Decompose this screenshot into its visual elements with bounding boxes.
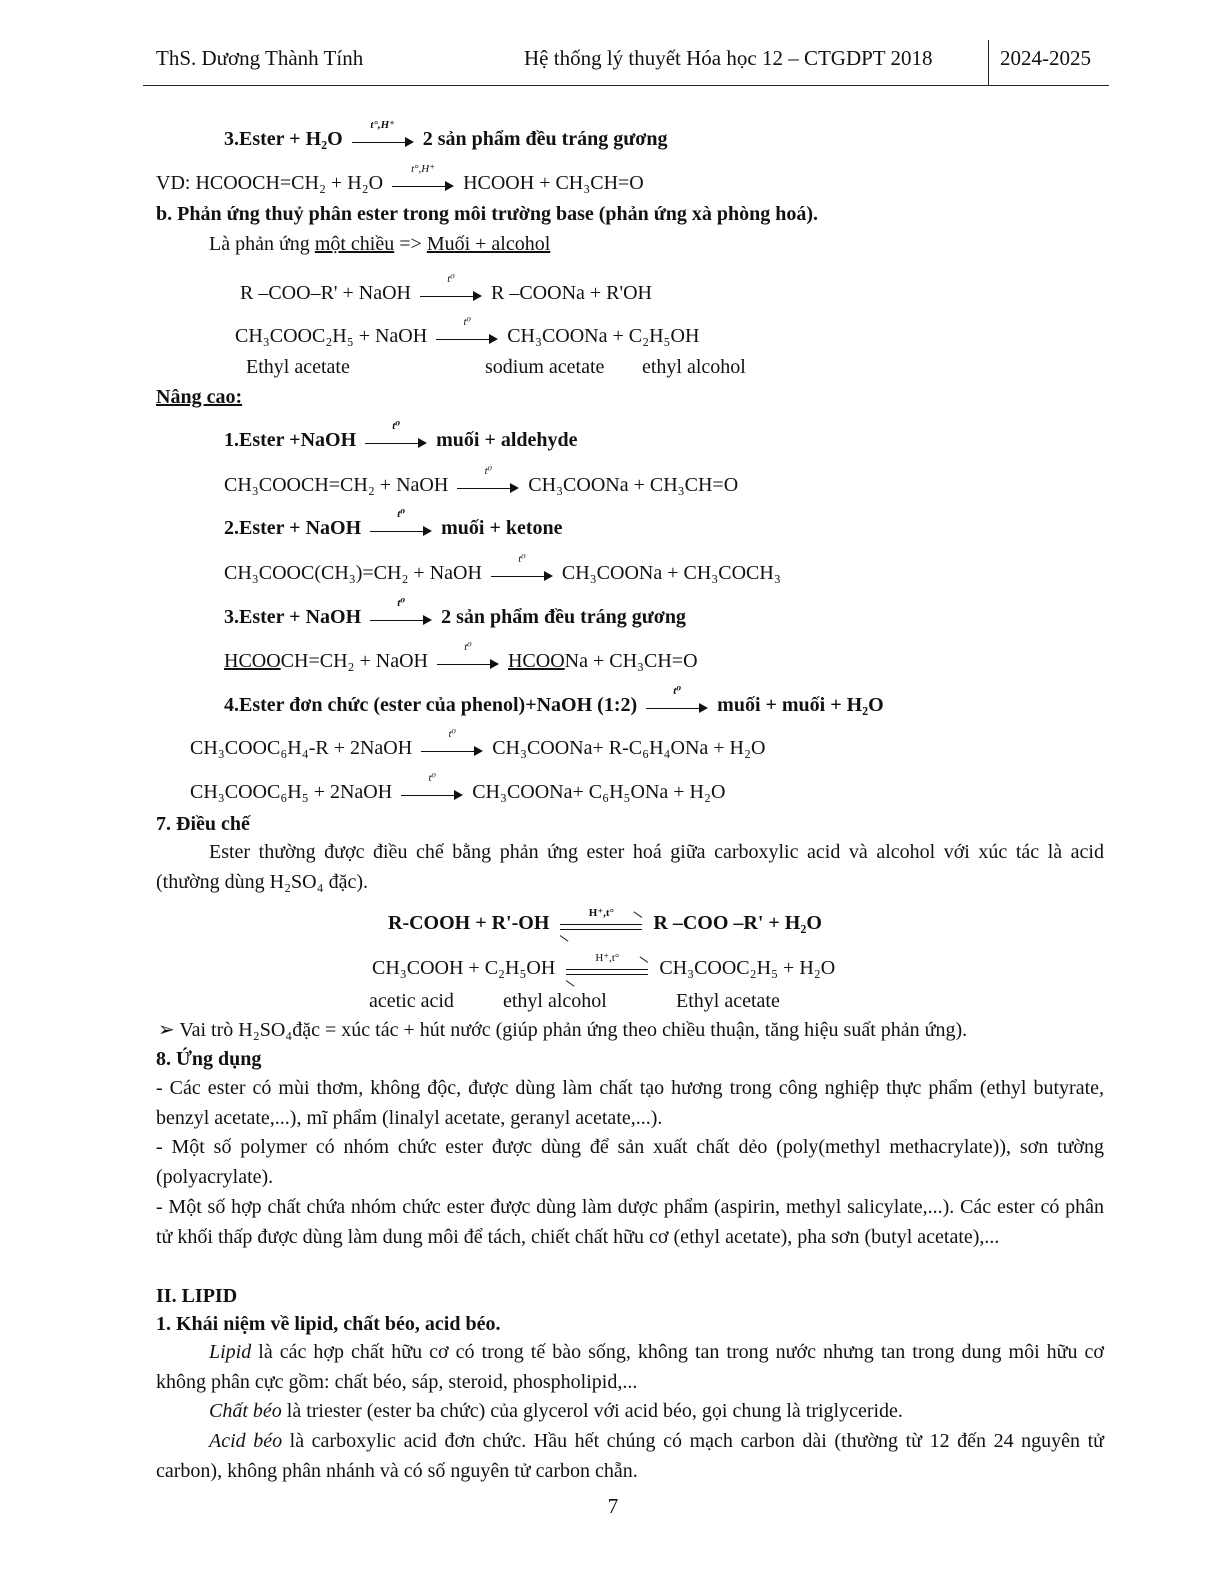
lipid-definition: Lipid là các hợp chất hữu cơ có trong tế bào sống, không tan trong nước nhưng tan trong dung môi hữu cơ không phân cực gồm: chất béo, sáp, steroid, phospholipid,... [156,1341,1104,1393]
reaction-arrow: t⁰ [370,607,432,629]
reaction-heading-aldehyde: 1.Ester +NaOH t⁰ muối + aldehyde [224,420,578,451]
label-sodium-acetate: sodium acetate [485,356,605,378]
reaction-heading-ketone: 2.Ester + NaOH t⁰ muối + ketone [224,508,563,539]
reaction-arrow: t⁰ [420,283,482,305]
reaction-arrow: t⁰ [491,563,553,585]
label-ethyl-acetate-2: Ethyl acetate [676,990,780,1012]
phenyl-acetate-equation: CH₃COOC₆H₅ + 2NaOH t⁰ CH₃COONa+ C₆H₅ONa + H₂O [190,772,726,803]
phenyl-ester-equation-r: CH₃COOC₆H₄-R + 2NaOH t⁰ CH₃COONa+ R-C₆H₄ONa + H₂O [190,728,766,759]
section-heading-applications: 8. Ứng dụng [156,1048,262,1070]
vinyl-acetate-equation: CH₃COOCH=CH₂ + NaOH t⁰ CH₃COONa + CH₃CH=O [224,465,739,496]
esterification-example: CH₃COOH + C₂H₅OH H⁺,t° CH₃COOC₂H₅ + H₂O [372,955,835,981]
reaction-heading-silver-mirror: 3.Ester + NaOH t⁰ 2 sản phẩm đều tráng gương [224,597,686,628]
reaction-arrow: t⁰ [457,475,519,497]
sulfuric-acid-role: ➢ Vai trò H₂SO₄đặc = xúc tác + hút nước (giúp phản ứng theo chiều thuận, tăng hiệu suất phản ứng). [158,1019,968,1041]
reaction-arrow: t⁰ [646,695,708,717]
advanced-heading: Nâng cao: [156,386,243,408]
reaction-arrow: t°,H⁺ [392,173,454,195]
example-equation: VD: HCOOCH=CH₂ + H₂O t°,H⁺ HCOOH + CH₃CH=O [156,163,644,194]
isopropenyl-acetate-equation: CH₃COOC(CH₃)=CH₂ + NaOH t⁰ CH₃COONa + CH₃COCH₃ [224,553,781,584]
header-year: 2024-2025 [1000,46,1091,70]
reaction-heading-phenol-ester: 4.Ester đơn chức (ester của phenol)+NaOH (1:2) t⁰ muối + muối + H₂O [224,685,884,716]
equilibrium-arrow: H⁺,t° [566,958,648,980]
label-acetic-acid: acetic acid [369,990,454,1012]
esterification-general: R-COOH + R'-OH H⁺,t° R –COO –R' + H₂O [388,910,822,936]
section-heading-lipid: II. LIPID [156,1285,238,1307]
ethyl-acetate-saponification: CH₃COOC₂H₅ + NaOH t⁰ CH₃COONa + C₂H₅OH [235,316,700,347]
reaction-arrow: t⁰ [437,651,499,673]
vinyl-formate-equation: HCOOCH=CH₂ + NaOH t⁰ HCOONa + CH₃CH=O [224,641,698,672]
header-title: Hệ thống lý thuyết Hóa học 12 – CTGDPT 2018 [524,46,933,70]
general-saponification: R –COO–R' + NaOH t⁰ R –COONa + R'OH [240,273,652,304]
label-ethyl-alcohol: ethyl alcohol [642,356,746,378]
label-ethyl-alcohol-2: ethyl alcohol [503,990,607,1012]
application-paragraph-1: - Các ester có mùi thơm, không độc, được dùng làm chất tạo hương trong công nghiệp thực phẩm (ethyl butyrate, benzyl acetate,...), mĩ phẩm (linalyl acetate, geranyl acetate,...). [156,1077,1104,1129]
section-heading-b: b. Phản ứng thuỷ phân ester trong môi trường base (phản ứng xà phòng hoá). [156,203,819,225]
header-divider [988,40,989,86]
reaction-arrow: t⁰ [365,430,427,452]
reaction-arrow: t⁰ [421,738,483,760]
reaction-heading-1: 3.Ester + H₂O t°,H⁺ 2 sản phẩm đều tráng gương [224,119,668,150]
page-number: 7 [607,1494,619,1518]
header-author: ThS. Dương Thành Tính [156,46,364,70]
application-paragraph-3: - Một số hợp chất chứa nhóm chức ester được dùng làm dược phẩm (aspirin, methyl salicylate,...). Các ester có phân tử khối thấp được dùng làm dung môi để tách, chiết chất hữu cơ (ethyl acetate), pha sơn (butyl acetate),... [156,1196,1104,1248]
reaction-arrow: t⁰ [436,326,498,348]
equilibrium-arrow: H⁺,t° [560,913,642,935]
fat-definition: Chất béo là triester (ester ba chức) của glycerol với acid béo, gọi chung là triglyceride. [209,1400,903,1422]
fatty-acid-definition: Acid béo là carboxylic acid đơn chức. Hầu hết chúng có mạch carbon dài (thường từ 12 đến 24 nguyên tử carbon), không phân nhánh và có số nguyên tử carbon chẵn. [156,1430,1104,1482]
header-rule [143,85,1109,86]
section-heading-preparation: 7. Điều chế [156,813,250,835]
preparation-paragraph: Ester thường được điều chế bằng phản ứng ester hoá giữa carboxylic acid và alcohol với xúc tác là acid (thường dùng H₂SO₄ đặc). [156,841,1104,893]
label-ethyl-acetate: Ethyl acetate [246,356,350,378]
reaction-arrow: t⁰ [401,782,463,804]
lipid-concept-heading: 1. Khái niệm về lipid, chất béo, acid béo. [156,1313,501,1335]
reaction-arrow: t⁰ [370,518,432,540]
one-way-note: Là phản ứng một chiều => Muối + alcohol [209,233,551,255]
reaction-arrow: t°,H⁺ [352,129,414,151]
application-paragraph-2: - Một số polymer có nhóm chức ester được dùng để sản xuất chất dẻo (poly(methyl methacrylate)), sơn tường (polyacrylate). [156,1136,1104,1188]
